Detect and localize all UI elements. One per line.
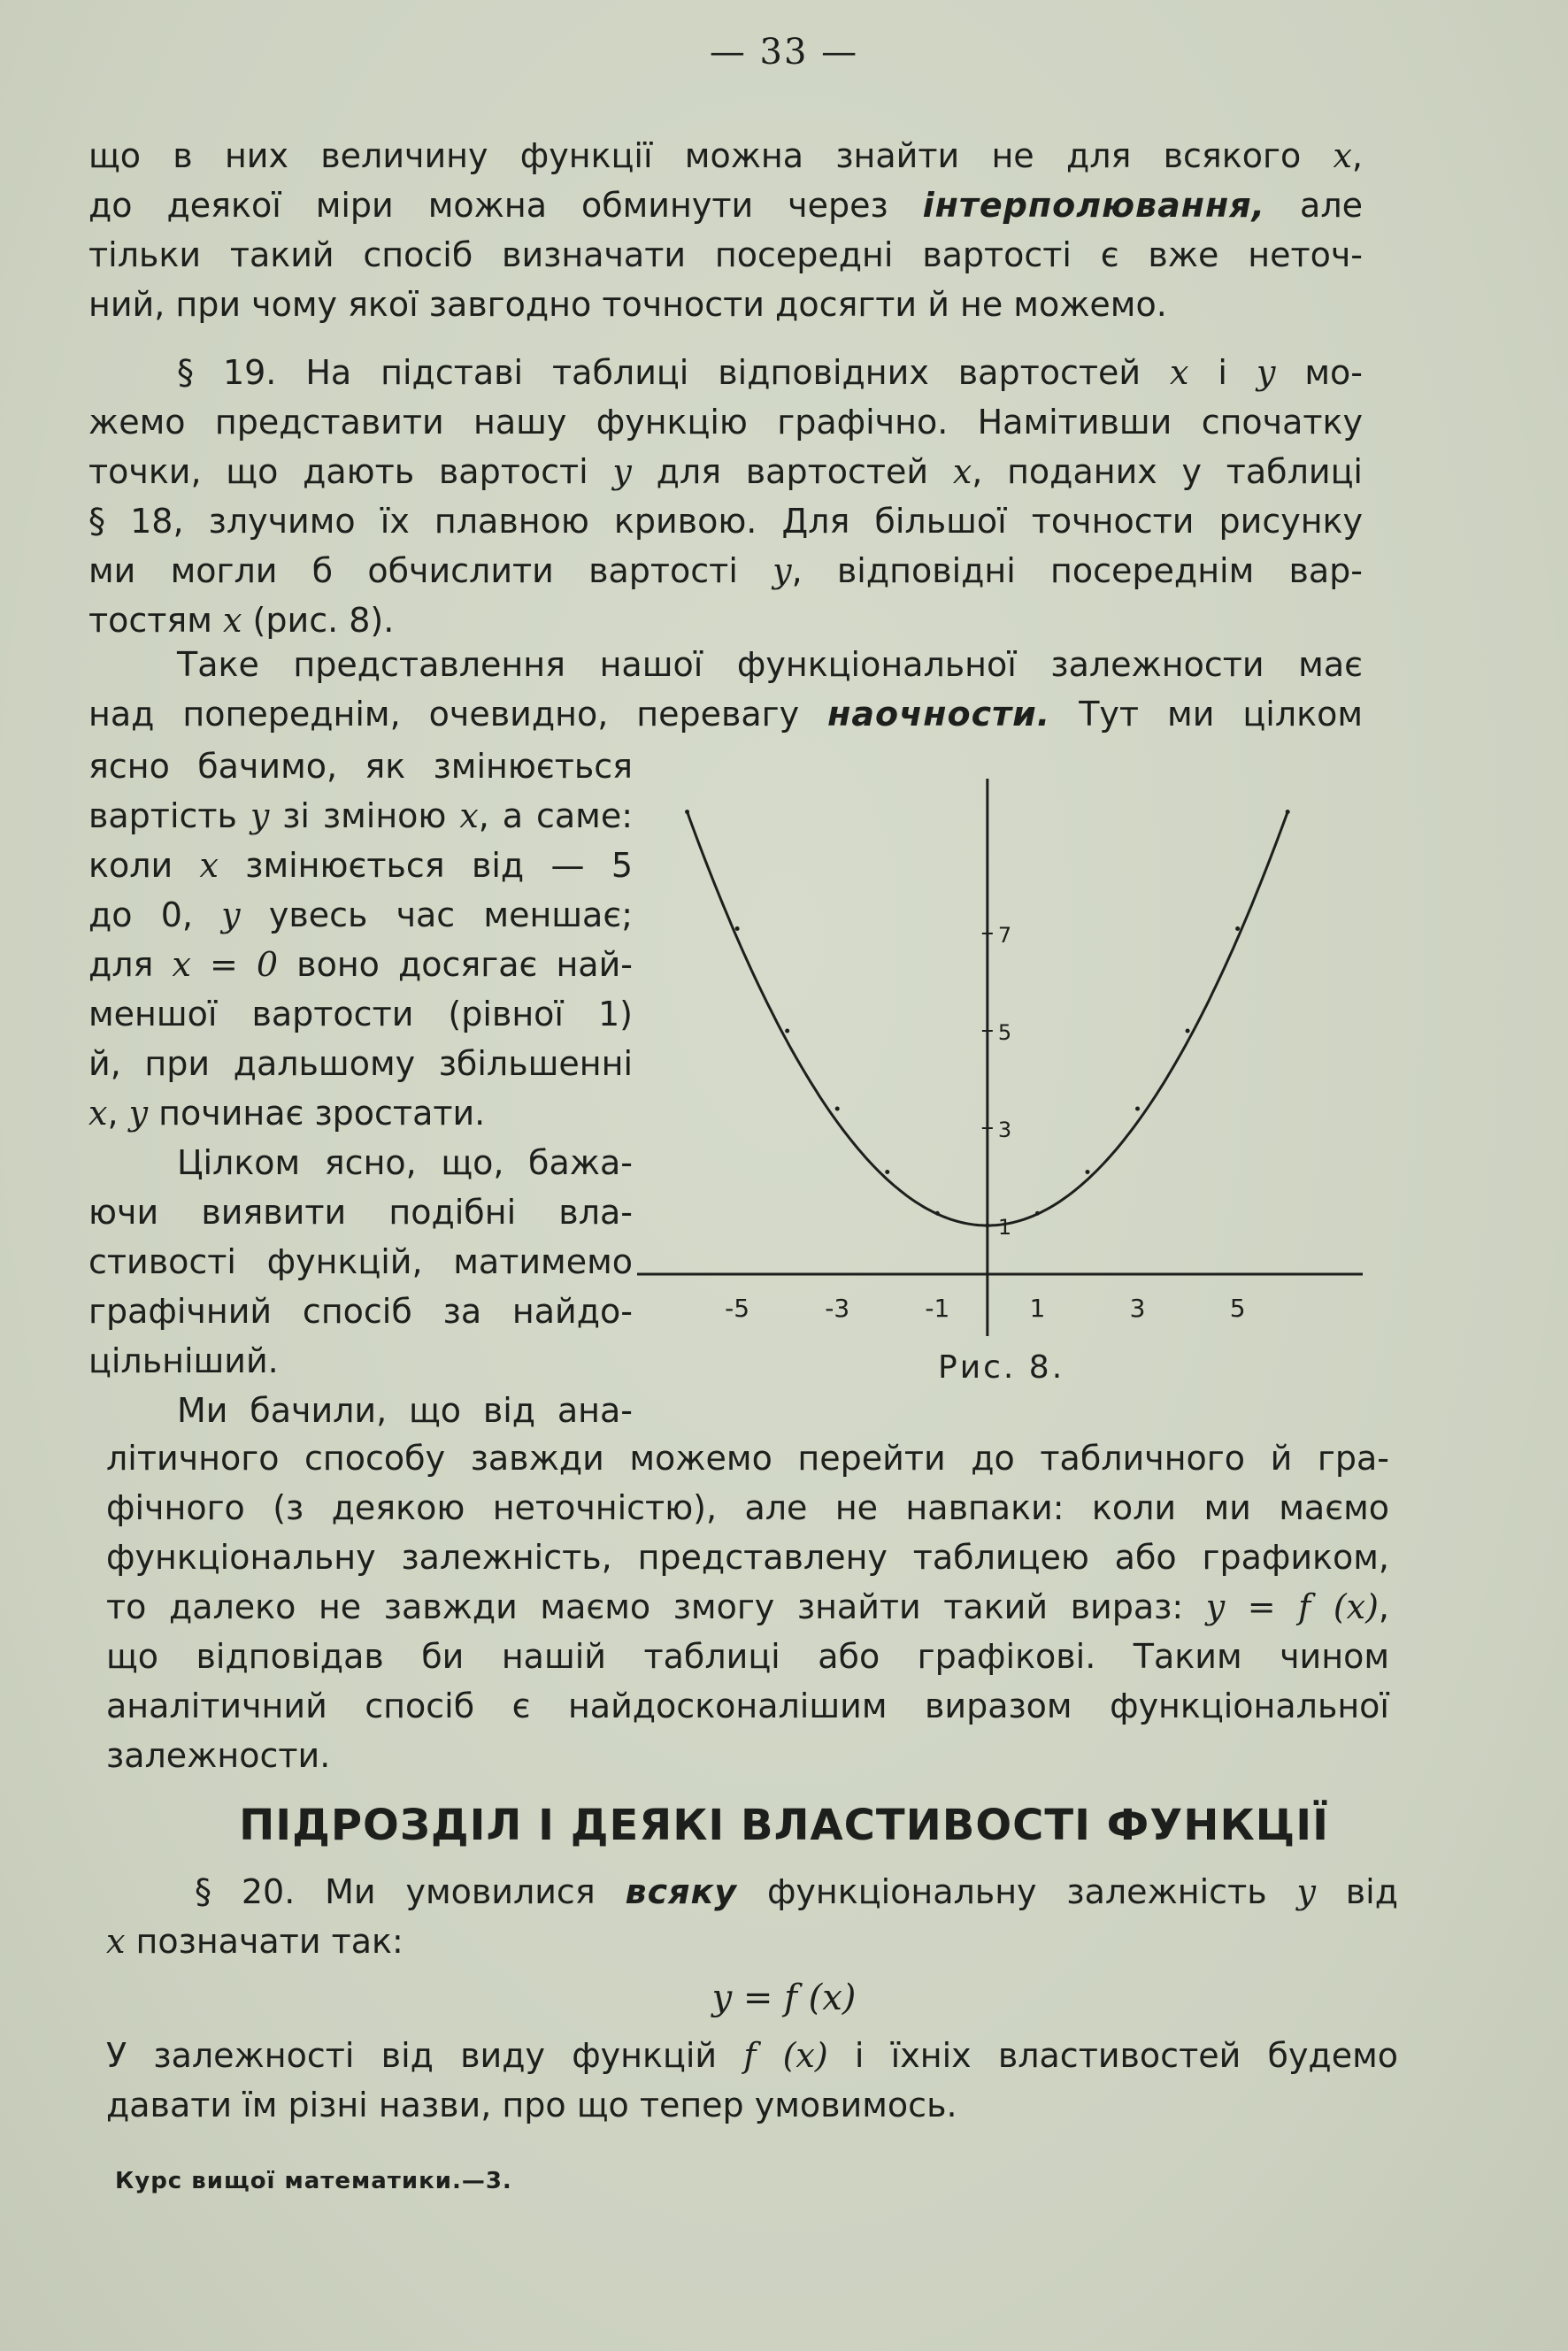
data-point [985, 1224, 989, 1228]
text-line: x позначати так: [106, 1922, 404, 1961]
y-tick-label: 7 [997, 923, 1012, 948]
data-point [1235, 926, 1240, 931]
x-tick-label: 5 [1229, 1294, 1246, 1323]
text-line: ючи виявити подібні вла- [88, 1193, 633, 1232]
data-point [735, 926, 740, 931]
data-point [1035, 1211, 1040, 1216]
text-line: жемо представити нашу функцію графічно. Намітивши спочатку [88, 403, 1363, 442]
x-tick-label: 3 [1129, 1294, 1146, 1323]
text-line: x, y починає зростати. [88, 1094, 486, 1133]
text-line: § 20. Ми умовилися всяку функціональну залежність y від [195, 1872, 1398, 1911]
data-point [1286, 810, 1290, 814]
text-line: аналітичний спосіб є найдосконалішим виразом функціональної [106, 1686, 1389, 1725]
text-line: до деякої міри можна обминути через інтерполювання, але [88, 186, 1363, 225]
paragraph-6-cont [106, 2031, 1398, 2130]
x-tick-label: -1 [925, 1294, 950, 1323]
text-line: § 18, злучимо їх плавною кривою. Для більшої точности рисунку [88, 502, 1363, 541]
paragraph-5 [106, 1433, 1389, 1780]
text-line: коли x змінюється від — 5 [88, 846, 633, 885]
text-line: графічний спосіб за найдо- [88, 1292, 633, 1331]
paragraph-3 [88, 640, 1363, 739]
text-line: ми могли б обчислити вартості y, відповідні посереднім вар- [88, 551, 1363, 590]
text-line: тільки такий спосіб визначати посередні вартості є вже неточ- [88, 235, 1363, 274]
text-line: меншої вартости (рівної 1) [88, 995, 633, 1033]
data-point [785, 1029, 789, 1033]
text-line: й, при дальшому збільшенні [88, 1044, 633, 1083]
x-tick-label: 1 [1029, 1294, 1046, 1323]
text-line: що в них величину функції можна знайти не для всякого x, [88, 136, 1363, 175]
data-point [935, 1211, 940, 1216]
data-point [1135, 1107, 1140, 1111]
text-line: над попереднім, очевидно, перевагу наочности. Тут ми цілком [88, 695, 1364, 734]
data-point [1186, 1029, 1190, 1033]
page-number: — 33 — [709, 32, 859, 73]
data-point [885, 1170, 889, 1174]
text-line: Цілком ясно, що, бажа- [177, 1143, 633, 1182]
text-line: фічного (з деякою неточністю), але не навпаки: коли ми маємо [106, 1488, 1389, 1527]
text-line: для x = 0 воно досягає най- [88, 945, 633, 984]
left-column-text [88, 741, 633, 1435]
x-tick-label: -5 [725, 1294, 750, 1323]
data-point [835, 1107, 840, 1111]
text-line: літичного способу завжди можемо перейти до табличного й гра- [106, 1439, 1389, 1478]
paragraph-1 [88, 131, 1363, 329]
section-heading: ПІДРОЗДІЛ І ДЕЯКІ ВЛАСТИВОСТІ ФУНКЦІЇ [239, 1801, 1329, 1850]
text-line: Таке представлення нашої функціональної залежности має [177, 645, 1363, 684]
y-tick-label: 1 [997, 1215, 1012, 1240]
text-line: вартість y зі зміною x, а саме: [88, 796, 634, 835]
y-tick-label: 5 [997, 1020, 1012, 1045]
text-line: Ми бачили, що від ана- [177, 1391, 633, 1430]
x-tick-label: -3 [825, 1294, 850, 1323]
text-line: стивості функцій, матимемо [88, 1242, 633, 1281]
paragraph-6 [106, 1867, 1398, 1966]
y-tick-label: 3 [997, 1118, 1012, 1142]
text-line: ний, при чому якої завгодно точности досягти й не можемо. [88, 285, 1167, 324]
text-line: до 0, y увесь час меншає; [88, 895, 634, 934]
data-point [1085, 1170, 1089, 1174]
data-point [685, 810, 689, 814]
text-line: що відповідав би нашій таблиці або графікові. Таким чином [106, 1637, 1389, 1676]
text-line: давати їм різні назви, про що тепер умовимось. [106, 2086, 957, 2124]
text-line: залежности. [106, 1736, 331, 1775]
text-line: тостям x (рис. 8). [88, 601, 395, 640]
text-line: § 19. На підставі таблиці відповідних вартостей x і y мо- [177, 353, 1364, 392]
text-line: функціональну залежність, представлену таблицею або графиком, [106, 1538, 1389, 1577]
text-line: цільніший. [88, 1341, 279, 1380]
text-line: ясно бачимо, як змінюється [88, 747, 633, 786]
figure-8-parabola [637, 779, 1363, 1345]
paragraph-2 [88, 348, 1363, 645]
figure-caption: Рис. 8. [938, 1349, 1065, 1386]
text-line: то далеко не завжди маємо змогу знайти такий вираз: y = f (x), [106, 1587, 1389, 1626]
formula: y = f (x) [711, 1978, 857, 2018]
text-line: У залежності від виду функцій f (x) і їхніх властивостей будемо [106, 2036, 1398, 2075]
text-line: точки, що дають вартості y для вартостей x, поданих у таблиці [88, 452, 1363, 491]
footer-note: Курс вищої математики.—3. [115, 2168, 512, 2194]
